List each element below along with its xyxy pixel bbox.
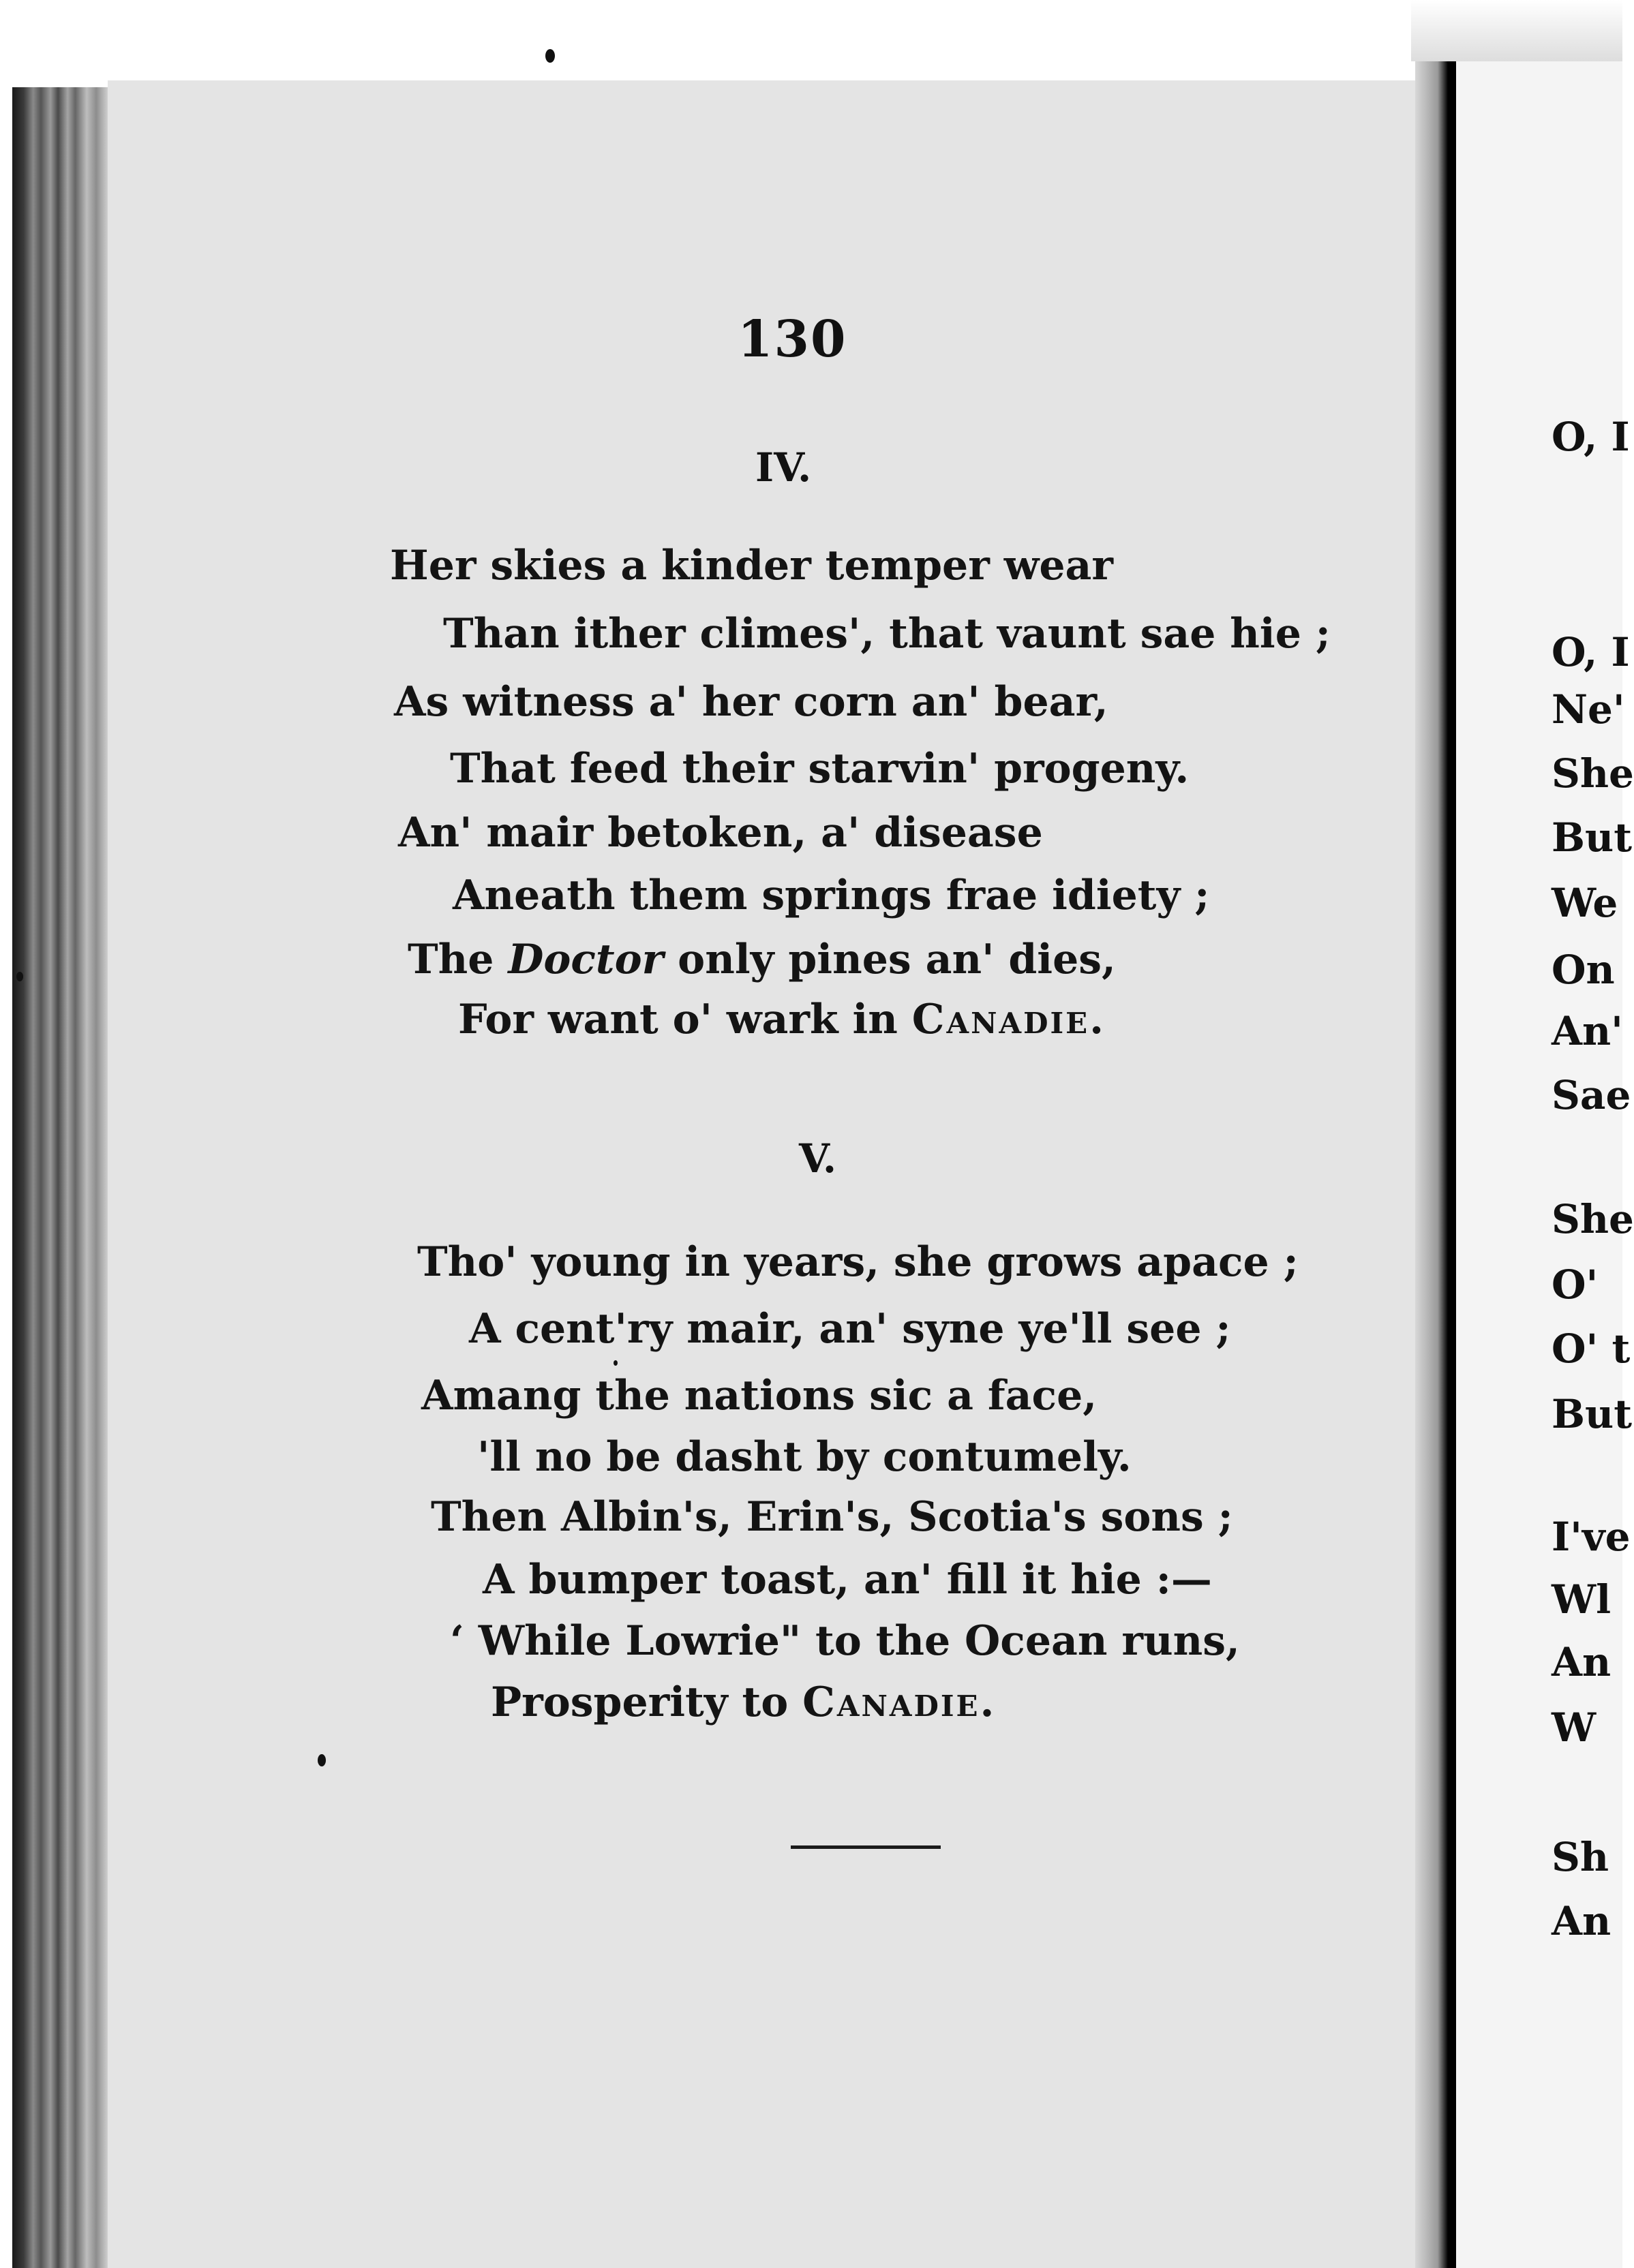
facing-page-line: O, I: [1552, 629, 1630, 675]
facing-page-line: Sae: [1552, 1072, 1631, 1118]
facing-page-line: An: [1552, 1639, 1612, 1685]
facing-page-line: Wl: [1552, 1576, 1612, 1623]
verse-line: ‘ While Lowrie" to the Ocean runs,: [450, 1617, 1240, 1665]
facing-page-line: W: [1552, 1704, 1597, 1751]
facing-page-line: An': [1552, 1008, 1623, 1054]
verse-line: An' mair betoken, a' disease: [398, 809, 1043, 857]
verse-line: Than ither climes', that vaunt sae hie ;: [443, 610, 1331, 658]
verse-line: Then Albin's, Erin's, Scotia's sons ;: [431, 1493, 1233, 1541]
verse-line: 'll no be dasht by contumely.: [477, 1433, 1132, 1481]
facing-page-line: Sh: [1552, 1834, 1609, 1880]
scan-top-margin: [27, 0, 1622, 80]
facing-page-top: [1411, 0, 1622, 61]
verse-line: A bumper toast, an' fill it hie :—: [483, 1556, 1212, 1604]
verse-line: Her skies a kinder temper wear: [390, 542, 1114, 589]
facing-page-line: An: [1552, 1898, 1612, 1944]
facing-page-line: She: [1552, 750, 1634, 797]
left-page: [108, 80, 1415, 2268]
stanza-numeral-v: V.: [799, 1135, 837, 1182]
verse-line: A cent'ry mair, an' syne ye'll see ;: [469, 1305, 1231, 1353]
page-number: 130: [738, 310, 847, 369]
doctor-emphasis: Doctor: [508, 936, 664, 983]
facing-page-line: We: [1552, 880, 1618, 926]
place-name-canadie: Canadie.: [802, 1679, 997, 1726]
scan-speck: [545, 49, 555, 63]
facing-page-line: O' t: [1552, 1325, 1631, 1372]
facing-page-line: But: [1552, 814, 1632, 861]
verse-line-canadie: Prosperity to Canadie.: [491, 1679, 997, 1726]
verse-line: As witness a' her corn an' bear,: [394, 678, 1108, 726]
facing-page-line: O': [1552, 1261, 1599, 1308]
facing-page-line: She: [1552, 1196, 1634, 1242]
section-divider: [791, 1845, 941, 1849]
scan-speck: [614, 1360, 618, 1366]
scan-speck: [318, 1754, 326, 1766]
verse-line-canadie: For want o' wark in Canadie.: [458, 996, 1106, 1043]
book-gutter: [1415, 48, 1456, 2268]
verse-line: Aneath them springs frae idiety ;: [453, 872, 1210, 919]
book-fore-edge: [12, 87, 108, 2268]
scan-speck: [16, 972, 23, 981]
stanza-numeral-iv: IV.: [755, 444, 812, 491]
facing-page-line: On: [1552, 947, 1615, 993]
place-name-canadie: Canadie.: [911, 996, 1106, 1043]
verse-line: Tho' young in years, she grows apace ;: [417, 1238, 1299, 1286]
facing-page-line: Ne': [1552, 686, 1625, 733]
facing-page-line: O, I: [1552, 414, 1630, 460]
facing-page-line: I've: [1552, 1514, 1631, 1560]
facing-page-line: But: [1552, 1391, 1632, 1437]
verse-line: That feed their starvin' progeny.: [450, 745, 1190, 793]
verse-line: Amang the nations sic a face,: [421, 1372, 1098, 1420]
verse-line-doctor: The Doctor only pines an' dies,: [408, 936, 1116, 983]
